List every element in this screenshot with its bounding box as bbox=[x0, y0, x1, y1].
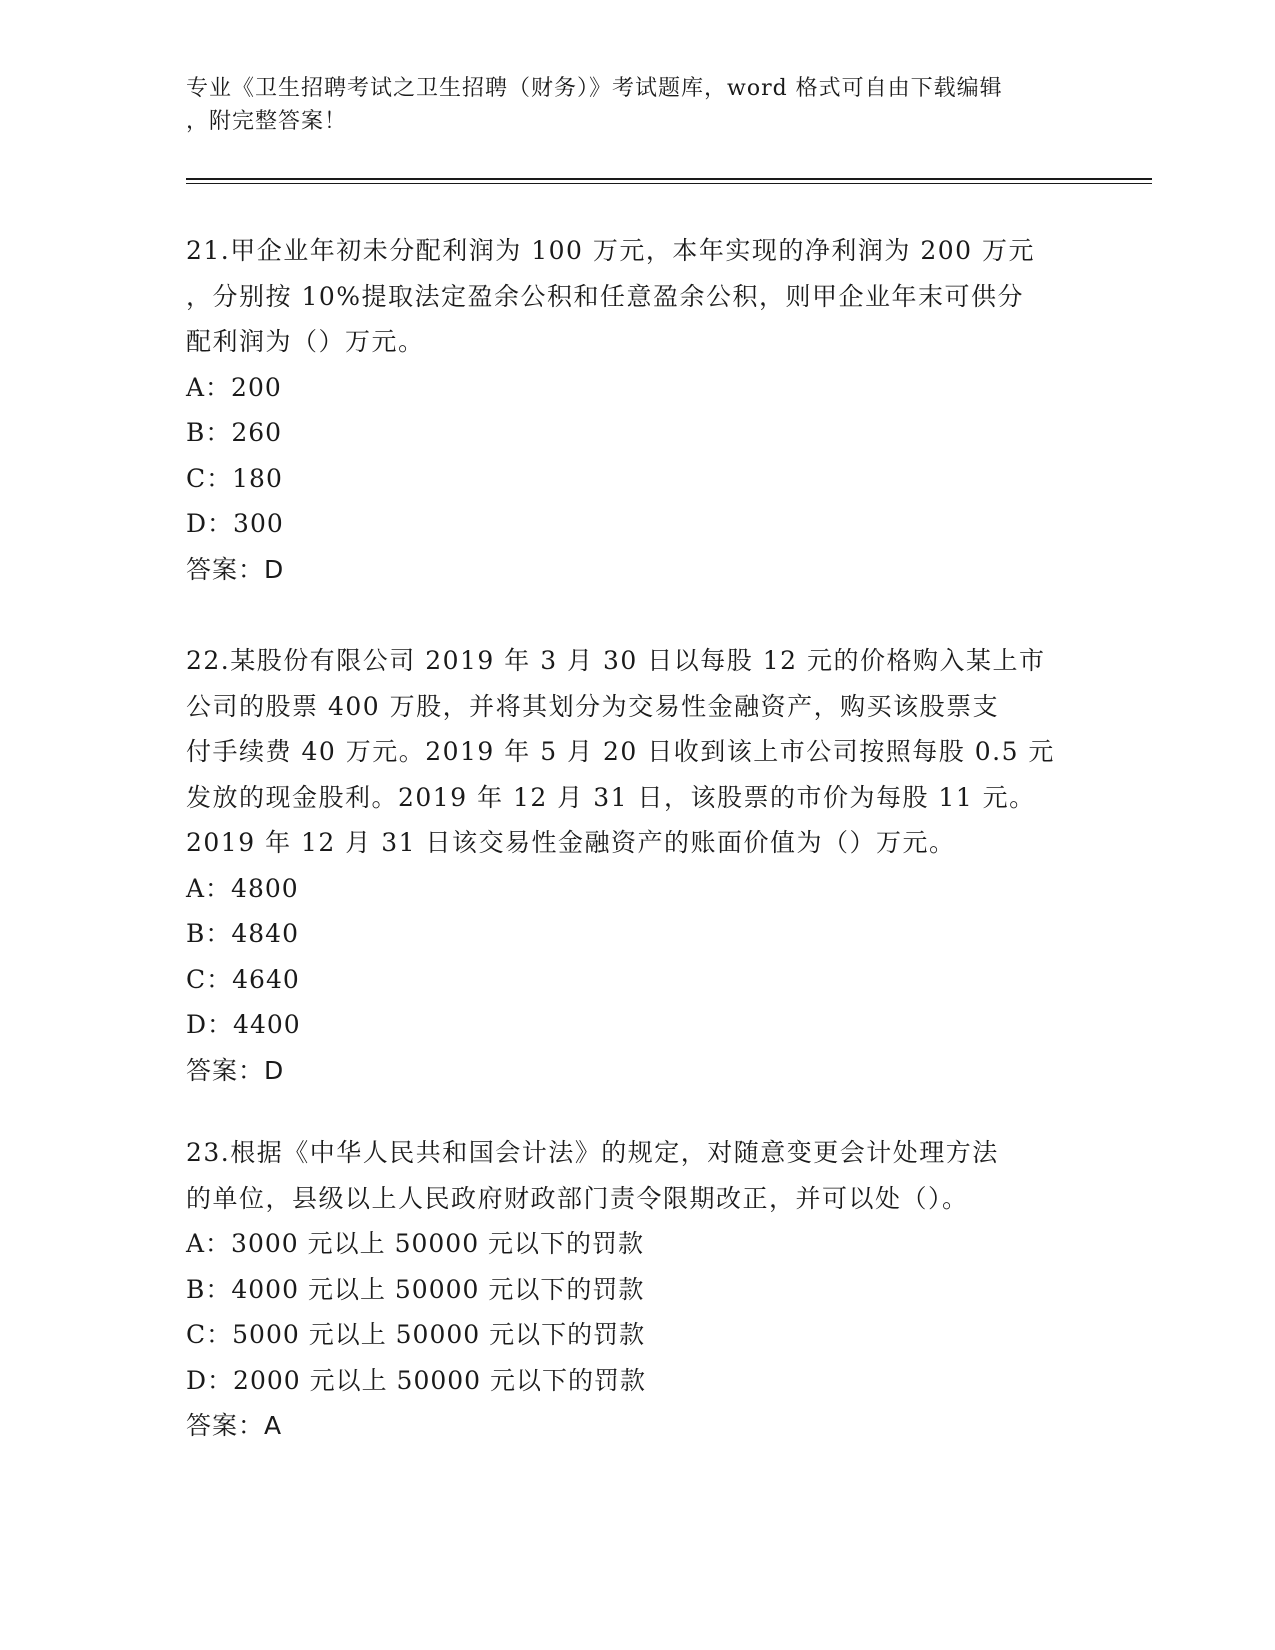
answer-line: 答案：D bbox=[186, 554, 285, 584]
header-title-continuation: ，附完整答案！ bbox=[186, 109, 348, 134]
stem-line: 发放的现金股利。2019 年 12 月 31 日，该股票的市价为每股 11 元。 bbox=[186, 782, 1036, 812]
option-d: D：300 bbox=[186, 509, 284, 538]
question-22 bbox=[186, 638, 1086, 1093]
stem-line: ，分别按 10%提取法定盈余公积和任意盈余公积，则甲企业年末可供分 bbox=[186, 281, 1025, 311]
option-a: A：200 bbox=[186, 372, 282, 402]
option-c: C：4640 bbox=[186, 964, 300, 994]
stem-line: 配利润为（）万元。 bbox=[186, 327, 425, 356]
question-23 bbox=[186, 1130, 1086, 1449]
option-b: B：260 bbox=[186, 418, 283, 447]
stem-line: 的单位，县级以上人民政府财政部门责令限期改正，并可以处（）。 bbox=[186, 1183, 969, 1213]
option-d: D：2000 元以上 50000 元以下的罚款 bbox=[186, 1365, 647, 1395]
question-stem bbox=[186, 1130, 1086, 1221]
option-b: B：4840 bbox=[186, 919, 299, 948]
stem-line: 21.甲企业年初未分配利润为 100 万元，本年实现的净利润为 200 万元 bbox=[186, 236, 1035, 265]
option-a: A：3000 元以上 50000 元以下的罚款 bbox=[186, 1229, 645, 1258]
option-c: C：5000 元以上 50000 元以下的罚款 bbox=[186, 1320, 646, 1349]
stem-line: 付手续费 40 万元。2019 年 5 月 20 日收到该上市公司按照每股 0.5 元 bbox=[186, 737, 1055, 766]
document-header bbox=[186, 72, 1066, 138]
question-21 bbox=[186, 228, 1086, 592]
option-c: C：180 bbox=[186, 463, 283, 493]
header-title-line: 专业《卫生招聘考试之卫生招聘（财务）》考试题库，word 格式可自由下载编辑 bbox=[186, 76, 1003, 101]
option-b: B：4000 元以上 50000 元以下的罚款 bbox=[186, 1274, 645, 1304]
question-stem bbox=[186, 228, 1086, 365]
option-d: D：4400 bbox=[186, 1010, 301, 1039]
question-stem bbox=[186, 638, 1086, 866]
answer-line: 答案：D bbox=[186, 1055, 285, 1085]
stem-line: 23.根据《中华人民共和国会计法》的规定，对随意变更会计处理方法 bbox=[186, 1138, 999, 1167]
option-a: A：4800 bbox=[186, 873, 299, 903]
answer-line: 答案：A bbox=[186, 1411, 283, 1440]
stem-line: 22.某股份有限公司 2019 年 3 月 30 日以每股 12 元的价格购入某上市 bbox=[186, 646, 1046, 675]
stem-line: 公司的股票 400 万股，并将其划分为交易性金融资产，购买该股票支 bbox=[186, 691, 1000, 721]
header-divider bbox=[186, 178, 1152, 184]
stem-line: 2019 年 12 月 31 日该交易性金融资产的账面价值为（）万元。 bbox=[186, 828, 956, 857]
